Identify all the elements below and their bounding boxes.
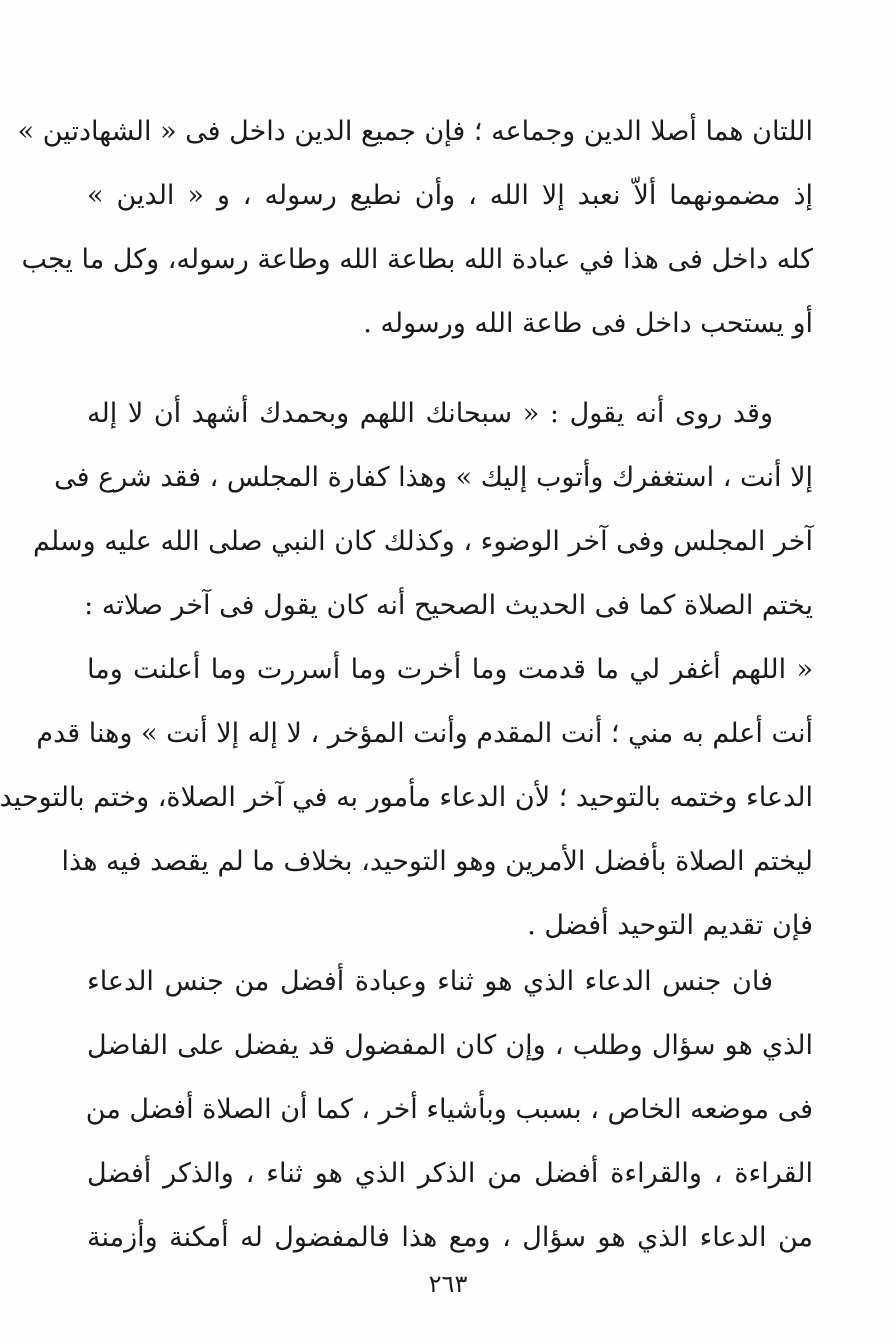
text-line: إذ مضمونهما ألاّ نعبد إلا الله ، وأن نطيع رسوله ، و « الدين »	[87, 180, 813, 211]
text-line: يختم الصلاة كما فى الحديث الصحيح أنه كان يقول فى آخر صلاته :	[84, 590, 813, 621]
text-line: ليختم الصلاة بأفضل الأمرين وهو التوحيد، بخلاف ما لم يقصد فيه هذا	[61, 846, 813, 877]
text-line: أنت أعلم به مني ؛ أنت المقدم وأنت المؤخر ، لا إله إلا أنت » وهنا قدم	[36, 718, 813, 749]
text-line: فإن تقديم التوحيد أفضل .	[527, 910, 813, 941]
text-line: آخر المجلس وفى آخر الوضوء ، وكذلك كان النبي صلى الله عليه وسلم	[33, 526, 813, 557]
text-line: القراءة ، والقراءة أفضل من الذكر الذي هو ثناء ، والذكر أفضل	[87, 1158, 813, 1189]
text-line: فى موضعه الخاص ، بسبب وبأشياء أخر ، كما أن الصلاة أفضل من	[85, 1094, 813, 1125]
page-number: ٢٦٣	[428, 1270, 468, 1298]
text-line: فان جنس الدعاء الذي هو ثناء وعبادة أفضل من جنس الدعاء	[87, 966, 773, 997]
text-line: « اللهم أغفر لي ما قدمت وما أخرت وما أسررت وما أعلنت وما	[87, 654, 813, 685]
text-line: من الدعاء الذي هو سؤال ، ومع هذا فالمفضول له أمكنة وأزمنة	[87, 1222, 813, 1253]
text-line: الدعاء وختمه بالتوحيد ؛ لأن الدعاء مأمور به في آخر الصلاة، وختم بالتوحيد	[0, 782, 813, 813]
paragraph-2	[0, 382, 813, 958]
text-line: الذي هو سؤال وطلب ، وإن كان المفضول قد يفضل على الفاضل	[87, 1030, 813, 1061]
paragraph-3	[87, 950, 813, 1270]
paragraph-1	[17, 100, 813, 356]
text-line: كله داخل فى هذا في عبادة الله بطاعة الله وطاعة رسوله، وكل ما يجب	[21, 244, 813, 275]
text-line: وقد روى أنه يقول : « سبحانك اللهم وبحمدك أشهد أن لا إله	[87, 398, 773, 429]
book-page	[1, 0, 895, 1341]
text-line: اللتان هما أصلا الدين وجماعه ؛ فإن جميع الدين داخل فى « الشهادتين »	[17, 116, 813, 147]
text-line: إلا أنت ، استغفرك وأتوب إليك » وهذا كفارة المجلس ، فقد شرع فى	[54, 462, 813, 493]
text-line: أو يستحب داخل فى طاعة الله ورسوله .	[363, 308, 813, 339]
